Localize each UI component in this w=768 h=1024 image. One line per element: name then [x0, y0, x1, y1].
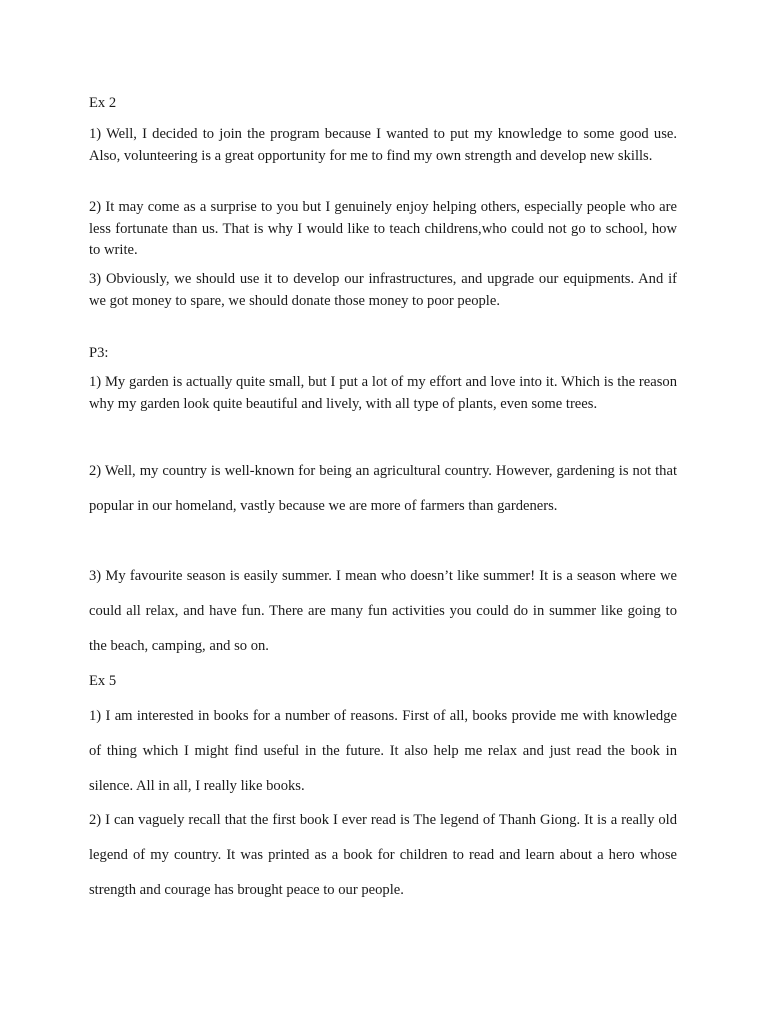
p3-answer-3: 3) My favourite season is easily summer. I mean who doesn’t like summer! It is a season where we could all relax, and have fun. There are many fun activities you could do in summer like going to the beach, camping, and so on. — [89, 568, 677, 654]
ex5-answer-1: 1) I am interested in books for a number of reasons. First of all, books provide me with knowledge of thing which I might find useful in the future. It also help me relax and just read the book in silence. All in all, I really like books. — [89, 708, 677, 794]
ex5-answer-2: 2) I can vaguely recall that the first book I ever read is The legend of Thanh Giong. It is a really old legend of my country. It was printed as a book for children to read and learn about a hero whose strength and courage has brought peace to our people. — [89, 812, 677, 898]
p3-answer-1: 1) My garden is actually quite small, but I put a lot of my effort and love into it. Which is the reason why my garden look quite beautiful and lively, with all type of plants, even some trees. — [89, 374, 677, 412]
p3-answer-2: 2) Well, my country is well-known for being an agricultural country. However, gardening is not that popular in our homeland, vastly because we are more of farmers than gardeners. — [89, 463, 677, 514]
section-heading-ex2: Ex 2 — [89, 95, 117, 111]
ex2-answer-3: 3) Obviously, we should use it to develop our infrastructures, and upgrade our equipments. And if we got money to spare, we should donate those money to poor people. — [89, 271, 677, 309]
section-heading-p3: P3: — [89, 345, 109, 361]
ex2-answer-1: 1) Well, I decided to join the program because I wanted to put my knowledge to some good use. Also, volunteering is a great opportunity for me to find my own strength and develop new skills. — [89, 126, 677, 164]
ex2-answer-2: 2) It may come as a surprise to you but I genuinely enjoy helping others, especially people who are less fortunate than us. That is why I would like to teach childrens,who could not go to school, how to write. — [89, 199, 677, 258]
section-heading-ex5: Ex 5 — [89, 673, 117, 689]
